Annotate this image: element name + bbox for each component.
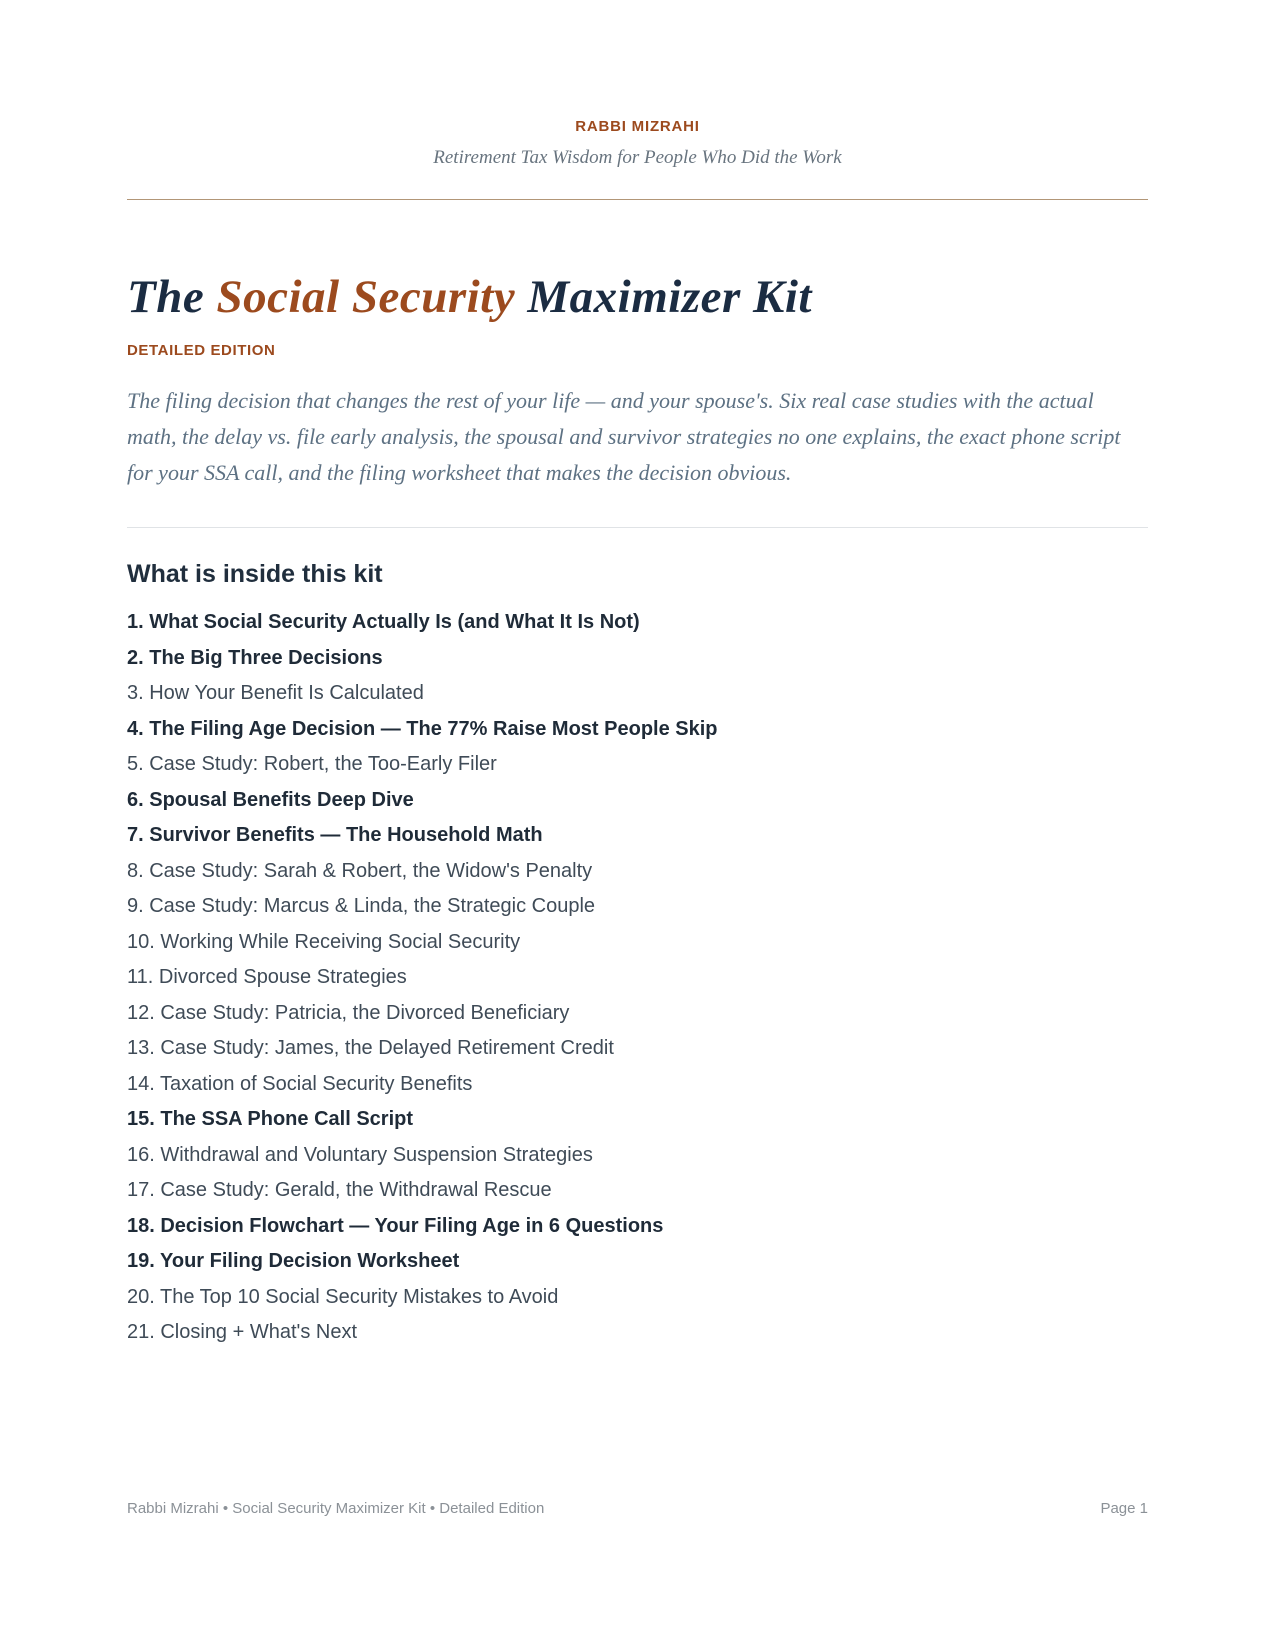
toc-item: 14. Taxation of Social Security Benefits [127,1072,473,1095]
brand-name: RABBI MIZRAHI [575,118,700,135]
title-part-1: The [127,271,217,323]
toc-item: 18. Decision Flowchart — Your Filing Age in 6 Questions [127,1214,664,1237]
toc-item: 5. Case Study: Robert, the Too-Early Filer [127,753,497,776]
toc-item: 12. Case Study: Patricia, the Divorced Beneficiary [127,1001,570,1024]
brand-tagline: Retirement Tax Wisdom for People Who Did the Work [433,147,842,168]
document-title [127,270,1148,324]
toc-item: 4. The Filing Age Decision — The 77% Raise Most People Skip [127,717,718,740]
title-part-2: Maximizer Kit [515,271,812,323]
document-header [127,118,1148,169]
title-accent: Social Security [216,271,516,323]
toc-item: 21. Closing + What's Next [127,1321,358,1344]
document-footer [127,1500,1148,1517]
toc-list [127,605,1148,1351]
toc-item: 6. Spousal Benefits Deep Dive [127,788,414,811]
toc-item: 11. Divorced Spouse Strategies [127,966,407,989]
toc-item: 13. Case Study: James, the Delayed Retirement Credit [127,1037,614,1060]
toc-item: 3. How Your Benefit Is Calculated [127,682,424,705]
toc-item: 1. What Social Security Actually Is (and What It Is Not) [127,611,640,634]
toc-item: 19. Your Filing Decision Worksheet [127,1250,460,1273]
header-divider [127,199,1148,200]
footer-left-text: Rabbi Mizrahi • Social Security Maximizer Kit • Detailed Edition [127,1500,545,1517]
toc-heading: What is inside this kit [127,560,383,589]
toc-item: 20. The Top 10 Social Security Mistakes to Avoid [127,1285,559,1308]
footer-page-number: Page 1 [1100,1500,1148,1517]
toc-item: 15. The SSA Phone Call Script [127,1108,413,1131]
section-divider [127,527,1148,528]
toc-item: 17. Case Study: Gerald, the Withdrawal Rescue [127,1179,552,1202]
toc-item: 9. Case Study: Marcus & Linda, the Strategic Couple [127,895,596,918]
toc-item: 8. Case Study: Sarah & Robert, the Widow's Penalty [127,859,593,882]
toc-item: 10. Working While Receiving Social Security [127,930,521,953]
toc-item: 2. The Big Three Decisions [127,646,383,669]
toc-item: 7. Survivor Benefits — The Household Math [127,824,543,847]
toc-item: 16. Withdrawal and Voluntary Suspension Strategies [127,1143,593,1166]
subtitle-text: The filing decision that changes the rest of your life — and your spouse's. Six real case studies with the actual math, the delay vs. file early analysis, the spousal and survivor strategies no one explains, the exact phone script for your SSA call, and the filing worksheet that makes the decision obvious. [127,388,1121,486]
edition-label: DETAILED EDITION [127,342,276,360]
